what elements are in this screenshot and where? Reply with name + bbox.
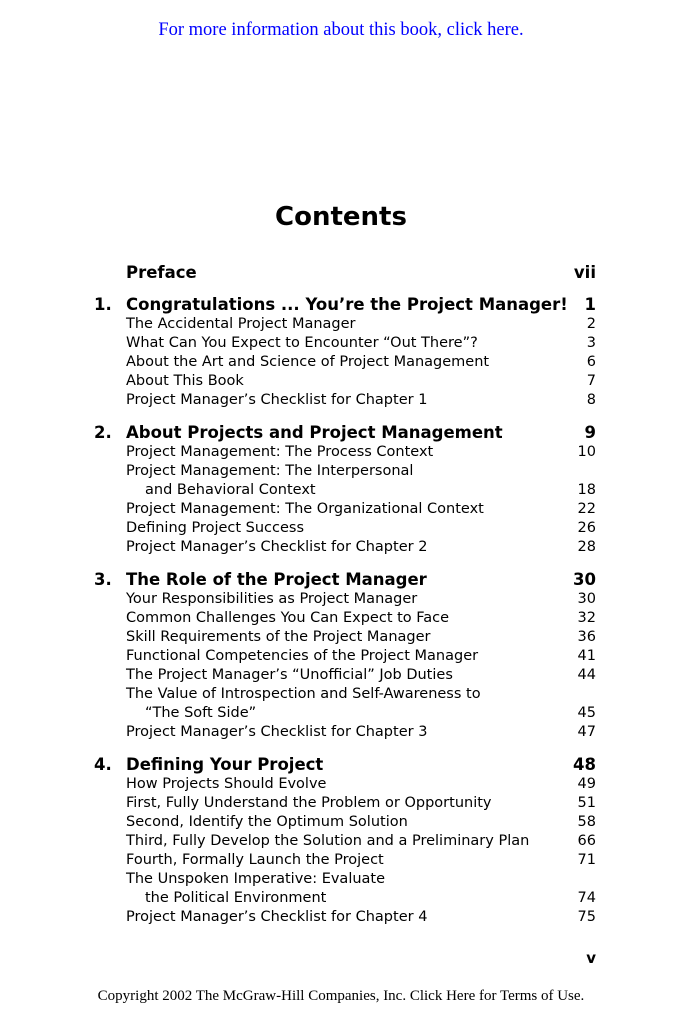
toc-entry-row[interactable] — [0, 813, 682, 832]
toc-entry-label: Project Manager’s Checklist for Chapter 4 — [126, 909, 428, 925]
toc-entry-row[interactable] — [0, 538, 682, 557]
toc-preface-row[interactable] — [0, 262, 682, 284]
toc-entry-page: 47 — [577, 724, 596, 740]
toc-entry-row[interactable] — [0, 723, 682, 742]
toc-entry-row[interactable] — [0, 889, 682, 908]
toc-entry-label: Project Management: The Organizational Context — [126, 501, 484, 517]
toc-entry-label: Project Manager’s Checklist for Chapter 3 — [126, 724, 428, 740]
toc-chapter-title: Congratulations ... You’re the Project Manager! — [126, 295, 568, 314]
toc-entry-page: 32 — [577, 610, 596, 626]
toc-entry-row[interactable] — [0, 775, 682, 794]
toc-chapter-row[interactable] — [0, 755, 682, 775]
toc-entry-label: The Value of Introspection and Self-Awareness to — [126, 686, 481, 702]
toc-entry-page: 2 — [586, 316, 596, 332]
toc-entry-label: About the Art and Science of Project Management — [126, 354, 490, 370]
toc-entry-page: 75 — [577, 909, 596, 925]
toc-entry-label: About This Book — [126, 373, 244, 389]
toc-entry-row[interactable] — [0, 353, 682, 372]
toc-entry-label: Second, Identify the Optimum Solution — [126, 814, 408, 830]
toc-entry-row[interactable] — [0, 647, 682, 666]
toc-entry-row[interactable] — [0, 481, 682, 500]
toc-spacer — [0, 284, 682, 295]
toc-entry-row[interactable] — [0, 870, 682, 889]
toc-entry-label: Project Manager’s Checklist for Chapter 2 — [126, 539, 428, 555]
toc-chapter-row[interactable] — [0, 295, 682, 315]
toc-entry-label: and Behavioral Context — [145, 482, 316, 498]
toc-entry-page: 18 — [577, 482, 596, 498]
toc-entry-row[interactable] — [0, 500, 682, 519]
more-info-link[interactable]: For more information about this book, click here. — [158, 20, 524, 40]
toc-chapter-number: 1. — [94, 295, 112, 314]
toc-entry-row[interactable] — [0, 832, 682, 851]
toc-spacer — [0, 557, 682, 570]
toc-entry-row[interactable] — [0, 908, 682, 927]
toc-entry-page: 44 — [577, 667, 596, 683]
toc-chapter-page: 30 — [573, 570, 596, 589]
toc-entry-row[interactable] — [0, 794, 682, 813]
toc-entry-page: 49 — [577, 776, 596, 792]
toc-entry-page: 71 — [577, 852, 596, 868]
toc-entry-row[interactable] — [0, 685, 682, 704]
toc-entry-label: Project Manager’s Checklist for Chapter 1 — [126, 392, 428, 408]
page-folio: v — [586, 949, 596, 967]
toc-chapter-number: 4. — [94, 755, 112, 774]
toc-entry-label: The Unspoken Imperative: Evaluate — [126, 871, 386, 887]
toc-entry-label: Project Management: The Process Context — [126, 444, 434, 460]
toc-entry-row[interactable] — [0, 315, 682, 334]
toc-entry-page: 22 — [577, 501, 596, 517]
toc-preface-label: Preface — [126, 263, 197, 282]
page-title: Contents — [275, 202, 407, 232]
copyright-footer-link[interactable]: Copyright 2002 The McGraw-Hill Companies, Inc. Click Here for Terms of Use. — [97, 988, 585, 1004]
toc-entry-page: 45 — [577, 705, 596, 721]
toc-entry-page: 41 — [577, 648, 596, 664]
toc-entry-page: 6 — [586, 354, 596, 370]
toc-entry-row[interactable] — [0, 334, 682, 353]
toc-entry-label: the Political Environment — [145, 890, 327, 906]
toc-entry-label: Fourth, Formally Launch the Project — [126, 852, 384, 868]
toc-chapter-row[interactable] — [0, 423, 682, 443]
toc-entry-row[interactable] — [0, 519, 682, 538]
toc-entry-row[interactable] — [0, 666, 682, 685]
toc-entry-row[interactable] — [0, 462, 682, 481]
toc-chapter-title: About Projects and Project Management — [126, 423, 503, 442]
toc-chapter-row[interactable] — [0, 570, 682, 590]
toc-entry-page: 28 — [577, 539, 596, 555]
toc-chapter-number: 3. — [94, 570, 112, 589]
toc-chapter-number: 2. — [94, 423, 112, 442]
toc-spacer — [0, 742, 682, 755]
toc-chapter-title: Defining Your Project — [126, 755, 324, 774]
toc-entry-label: Your Responsibilities as Project Manager — [126, 591, 418, 607]
toc-entry-page: 36 — [577, 629, 596, 645]
toc-entry-row[interactable] — [0, 704, 682, 723]
toc-entry-row[interactable] — [0, 609, 682, 628]
toc-entry-row[interactable] — [0, 851, 682, 870]
toc-entry-row[interactable] — [0, 443, 682, 462]
toc-chapter-page: 1 — [584, 295, 596, 314]
toc-spacer — [0, 410, 682, 423]
toc-entry-row[interactable] — [0, 590, 682, 609]
toc-entry-label: Third, Fully Develop the Solution and a Preliminary Plan — [126, 833, 530, 849]
toc-chapter-page: 48 — [573, 755, 596, 774]
toc-entry-page: 3 — [586, 335, 596, 351]
toc-entry-page: 7 — [586, 373, 596, 389]
toc-entry-label: Common Challenges You Can Expect to Face — [126, 610, 450, 626]
toc-entry-page: 26 — [577, 520, 596, 536]
toc-entry-label: How Projects Should Evolve — [126, 776, 327, 792]
toc-entry-label: The Project Manager’s “Unofficial” Job Duties — [126, 667, 453, 683]
toc-chapter-page: 9 — [584, 423, 596, 442]
toc-entry-row[interactable] — [0, 372, 682, 391]
toc-entry-label: Skill Requirements of the Project Manager — [126, 629, 431, 645]
toc-entry-page: 74 — [577, 890, 596, 906]
toc-entry-label: Project Management: The Interpersonal — [126, 463, 414, 479]
toc-entry-label: The Accidental Project Manager — [126, 316, 356, 332]
toc-chapter-title: The Role of the Project Manager — [126, 570, 427, 589]
toc-entry-page: 66 — [577, 833, 596, 849]
toc-entry-page: 10 — [577, 444, 596, 460]
toc-entry-page: 30 — [577, 591, 596, 607]
table-of-contents — [0, 262, 682, 927]
toc-entry-label: What Can You Expect to Encounter “Out There”? — [126, 335, 478, 351]
toc-entry-label: First, Fully Understand the Problem or Opportunity — [126, 795, 492, 811]
toc-entry-page: 58 — [577, 814, 596, 830]
toc-entry-page: 8 — [586, 392, 596, 408]
toc-entry-row[interactable] — [0, 391, 682, 410]
toc-preface-page: vii — [573, 263, 596, 282]
toc-entry-label: Functional Competencies of the Project Manager — [126, 648, 479, 664]
toc-entry-label: “The Soft Side” — [145, 705, 257, 721]
toc-entry-row[interactable] — [0, 628, 682, 647]
toc-entry-label: Defining Project Success — [126, 520, 305, 536]
toc-entry-page: 51 — [577, 795, 596, 811]
